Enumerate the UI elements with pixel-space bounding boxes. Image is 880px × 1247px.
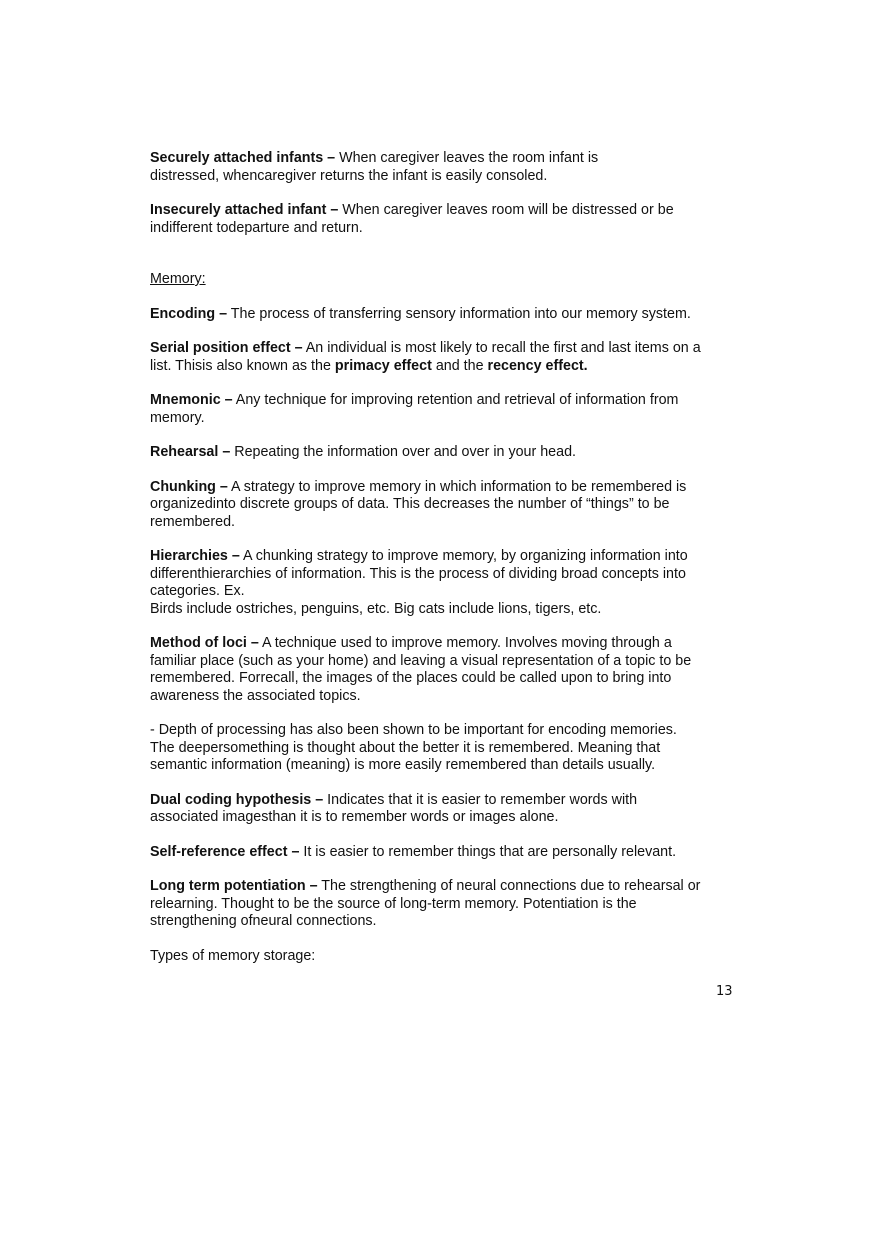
definition-text: categories. Ex. (150, 583, 245, 599)
definition-self-reference (150, 844, 740, 862)
definition-text: list. Thisis also known as the (150, 357, 335, 374)
definition-text: remembered. Forrecall, the images of the places could be called upon to bring into (150, 670, 672, 686)
definition-text: Any technique for improving retention and retrieval of information from (232, 392, 679, 408)
term-label: Mnemonic – (150, 392, 233, 408)
definition-text: Birds include ostriches, penguins, etc. Big cats include lions, tigers, etc. (150, 600, 602, 617)
definition-serial-position (150, 340, 740, 375)
spacer (150, 254, 740, 271)
term-label: Encoding – (150, 305, 228, 322)
heading-text: Memory: (150, 271, 206, 287)
term-label: Chunking – (150, 478, 228, 495)
definition-text: familiar place (such as your home) and leaving a visual representation of a topic to be (150, 652, 692, 669)
note-text: - Depth of processing has also been shown to be important for encoding memories. (150, 722, 677, 738)
definition-dual-coding (150, 792, 740, 827)
definition-text: It is easier to remember things that are personally relevant. (299, 843, 677, 860)
definition-text: Repeating the information over and over in your head. (230, 444, 577, 460)
definition-securely-attached (150, 150, 740, 185)
term-label: Method of loci – (150, 635, 259, 651)
definition-text: The process of transferring sensory information into our memory system. (227, 305, 691, 322)
definition-text: relearning. Thought to be the source of long-term memory. Potentiation is the (150, 895, 637, 912)
definition-text: A strategy to improve memory in which information to be remembered is (227, 478, 687, 495)
definition-text: memory. (150, 409, 205, 426)
definition-chunking (150, 479, 740, 532)
section-heading-memory (150, 271, 740, 289)
definition-text: and the (431, 357, 488, 374)
definition-text: remembered. (150, 513, 236, 530)
definition-text: strengthening ofneural connections. (150, 913, 377, 929)
term-label: Dual coding hypothesis – (150, 791, 324, 808)
term-label: Long term potentiation – (150, 878, 318, 894)
definition-text: indifferent todeparture and return. (150, 219, 363, 236)
definition-text: organizedinto discrete groups of data. This decreases the number of “things” to be (150, 496, 670, 512)
page-content (150, 150, 740, 982)
note-depth-of-processing (150, 722, 740, 775)
term-primacy: primacy effect (334, 357, 432, 374)
definition-text: Indicates that it is easier to remember words with (323, 791, 638, 808)
subheading-text: Types of memory storage: (150, 947, 316, 964)
definition-encoding (150, 306, 740, 324)
definition-text: awareness the associated topics. (150, 687, 361, 704)
definition-text: When caregiver leaves room will be distressed or be (338, 202, 674, 218)
term-label: Securely attached infants – (150, 150, 336, 166)
definition-text: distressed, whencaregiver returns the infant is easily consoled. (150, 167, 548, 184)
term-recency: recency effect. (487, 357, 588, 374)
definition-insecurely-attached (150, 202, 740, 237)
note-text: The deepersomething is thought about the better it is remembered. Meaning that (150, 739, 661, 756)
term-label: Insecurely attached infant – (150, 202, 339, 218)
definition-hierarchies (150, 548, 740, 618)
definition-mnemonic (150, 392, 740, 427)
term-label: Self-reference effect – (150, 843, 300, 860)
note-text: semantic information (meaning) is more easily remembered than details usually. (150, 757, 656, 773)
page-number: 13 (716, 984, 733, 999)
definition-text: A technique used to improve memory. Involves moving through a (258, 635, 672, 651)
term-label: Hierarchies – (150, 548, 240, 564)
definition-method-of-loci (150, 635, 740, 705)
definition-text: associated imagesthan it is to remember words or images alone. (150, 809, 559, 825)
definition-text: The strengthening of neural connections due to rehearsal or (317, 878, 701, 894)
definition-text: A chunking strategy to improve memory, by organizing information into (239, 548, 688, 564)
term-label: Rehearsal – (150, 444, 231, 460)
definition-long-term-potentiation (150, 878, 740, 931)
definition-text: When caregiver leaves the room infant is (335, 150, 599, 166)
definition-text: differenthierarchies of information. This is the process of dividing broad concepts into (150, 565, 686, 582)
definition-text: An individual is most likely to recall the first and last items on a (302, 340, 701, 356)
definition-rehearsal (150, 444, 740, 462)
term-label: Serial position effect – (150, 340, 303, 356)
types-of-memory-storage (150, 948, 740, 966)
